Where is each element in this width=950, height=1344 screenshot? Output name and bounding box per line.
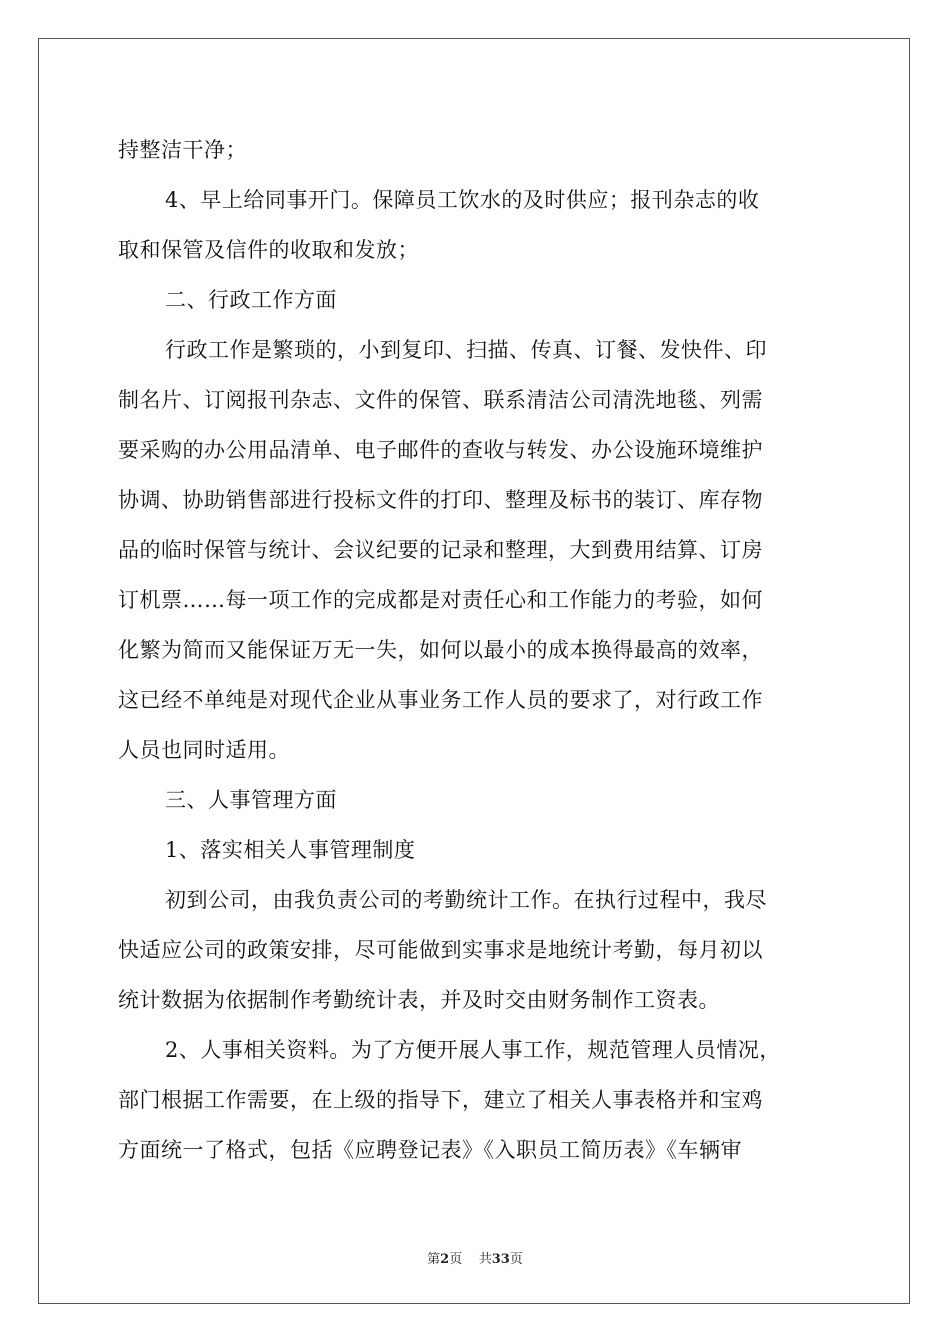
paragraph-line: 快适应公司的政策安排，尽可能做到实事求是地统计考勤，每月初以 [118, 938, 763, 962]
paragraph-line: 化繁为简而又能保证万无一失，如何以最小的成本换得最高的效率， [118, 638, 763, 662]
paragraph-line: 部门根据工作需要，在上级的指导下，建立了相关人事表格并和宝鸡 [118, 1088, 763, 1112]
subsection-heading: 1、落实相关人事管理制度 [165, 838, 416, 862]
page-footer [0, 1248, 950, 1267]
section-heading: 三、人事管理方面 [165, 788, 337, 812]
paragraph-line: 订机票……每一项工作的完成都是对责任心和工作能力的考验，如何 [118, 588, 763, 612]
paragraph-line: 协调、协助销售部进行投标文件的打印、整理及标书的装订、库存物 [118, 488, 763, 512]
paragraph-line: 品的临时保管与统计、会议纪要的记录和整理，大到费用结算、订房 [118, 538, 763, 562]
page-number: 第2页 [427, 1252, 463, 1267]
paragraph-line: 统计数据为依据制作考勤统计表，并及时交由财务制作工资表。 [118, 988, 720, 1012]
page-total: 共33页 [478, 1252, 523, 1267]
paragraph-line: 4、早上给同事开门。保障员工饮水的及时供应；报刊杂志的收 [165, 188, 760, 212]
paragraph-line: 制名片、订阅报刊杂志、文件的保管、联系清洁公司清洗地毯、列需 [118, 388, 763, 412]
paragraph-line: 持整洁干净； [118, 138, 247, 162]
page-border [38, 38, 910, 1304]
paragraph-line: 这已经不单纯是对现代企业从事业务工作人员的要求了，对行政工作 [118, 688, 763, 712]
section-heading: 二、行政工作方面 [165, 288, 337, 312]
paragraph-line: 要采购的办公用品清单、电子邮件的查收与转发、办公设施环境维护 [118, 438, 763, 462]
paragraph-line: 2、人事相关资料。为了方便开展人事工作，规范管理人员情况， [165, 1038, 781, 1062]
paragraph-line: 取和保管及信件的收取和发放； [118, 238, 419, 262]
paragraph-line: 方面统一了格式，包括《应聘登记表》《入职员工简历表》《车辆审 [118, 1138, 742, 1162]
paragraph-line: 初到公司，由我负责公司的考勤统计工作。在执行过程中，我尽 [165, 888, 767, 912]
paragraph-line: 行政工作是繁琐的，小到复印、扫描、传真、订餐、发快件、印 [165, 338, 767, 362]
paragraph-line: 人员也同时适用。 [118, 738, 290, 762]
